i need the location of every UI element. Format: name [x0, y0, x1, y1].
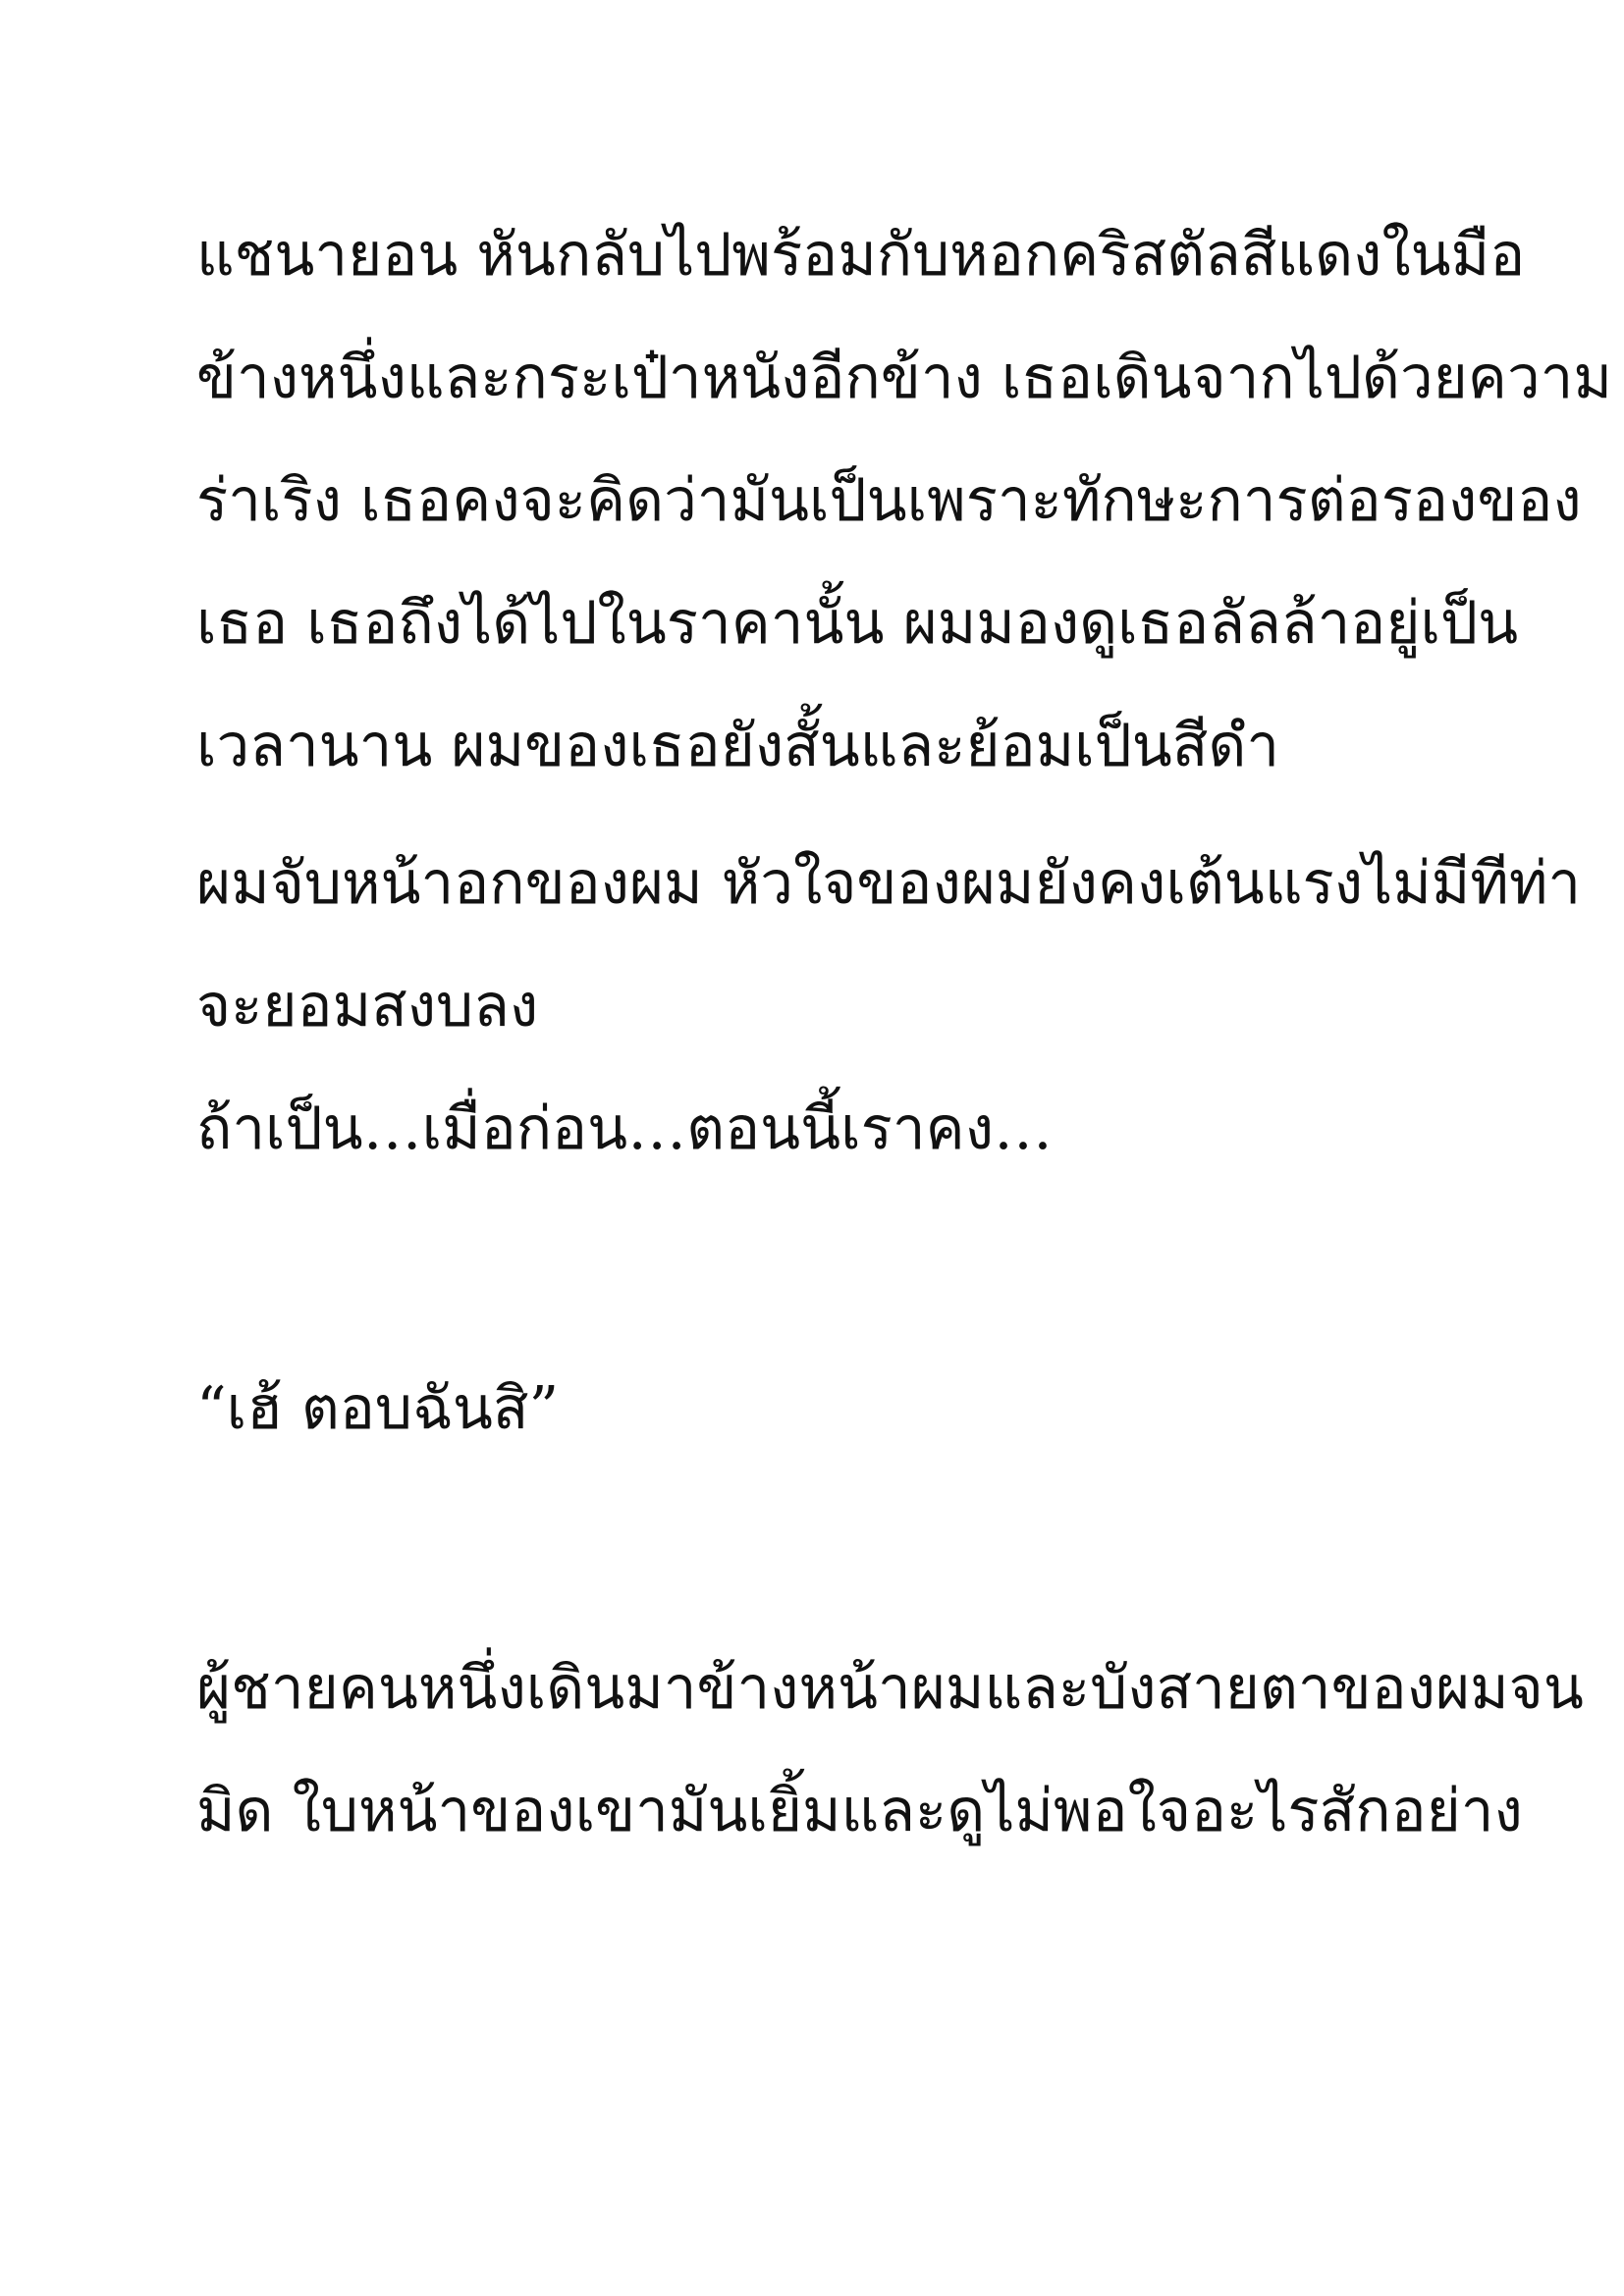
paragraph-1-line-2: ข้างหนึ่งและกระเป๋าหนังอีกข้าง เธอเดินจากไปด้วยความ [196, 344, 1612, 412]
dialogue-line: “เฮ้ ตอบฉันสิ” [196, 1374, 560, 1443]
paragraph-5-line-2: มิด ใบหน้าของเขามันเยิ้มและดูไม่พอใจอะไรสักอย่าง [196, 1777, 1523, 1845]
paragraph-1-line-3: ร่าเริง เธอคงจะคิดว่ามันเป็นเพราะทักษะการต่อรองของ [196, 466, 1582, 535]
paragraph-5-line-1: ผู้ชายคนหนึ่งเดินมาข้างหน้าผมและบังสายตาของผมจน [196, 1654, 1584, 1723]
paragraph-1-line-5: เวลานาน ผมของเธอยังสั้นและย้อมเป็นสีดำ [196, 712, 1280, 780]
paragraph-3-line-1: ถ้าเป็น…เมื่อก่อน…ตอนนี้เราคง… [196, 1095, 1053, 1163]
paragraph-1-line-1: แชนายอน หันกลับไปพร้อมกับหอกคริสตัลสีแดงในมือ [196, 221, 1526, 290]
paragraph-2-line-1: ผมจับหน้าอกของผม หัวใจของผมยังคงเต้นแรงไม่มีทีท่า [196, 849, 1582, 918]
paragraph-2-line-2: จะยอมสงบลง [196, 972, 539, 1041]
paragraph-1-line-4: เธอ เธอถึงได้ไปในราคานั้น ผมมองดูเธอลัลล้าอยู่เป็น [196, 589, 1519, 658]
